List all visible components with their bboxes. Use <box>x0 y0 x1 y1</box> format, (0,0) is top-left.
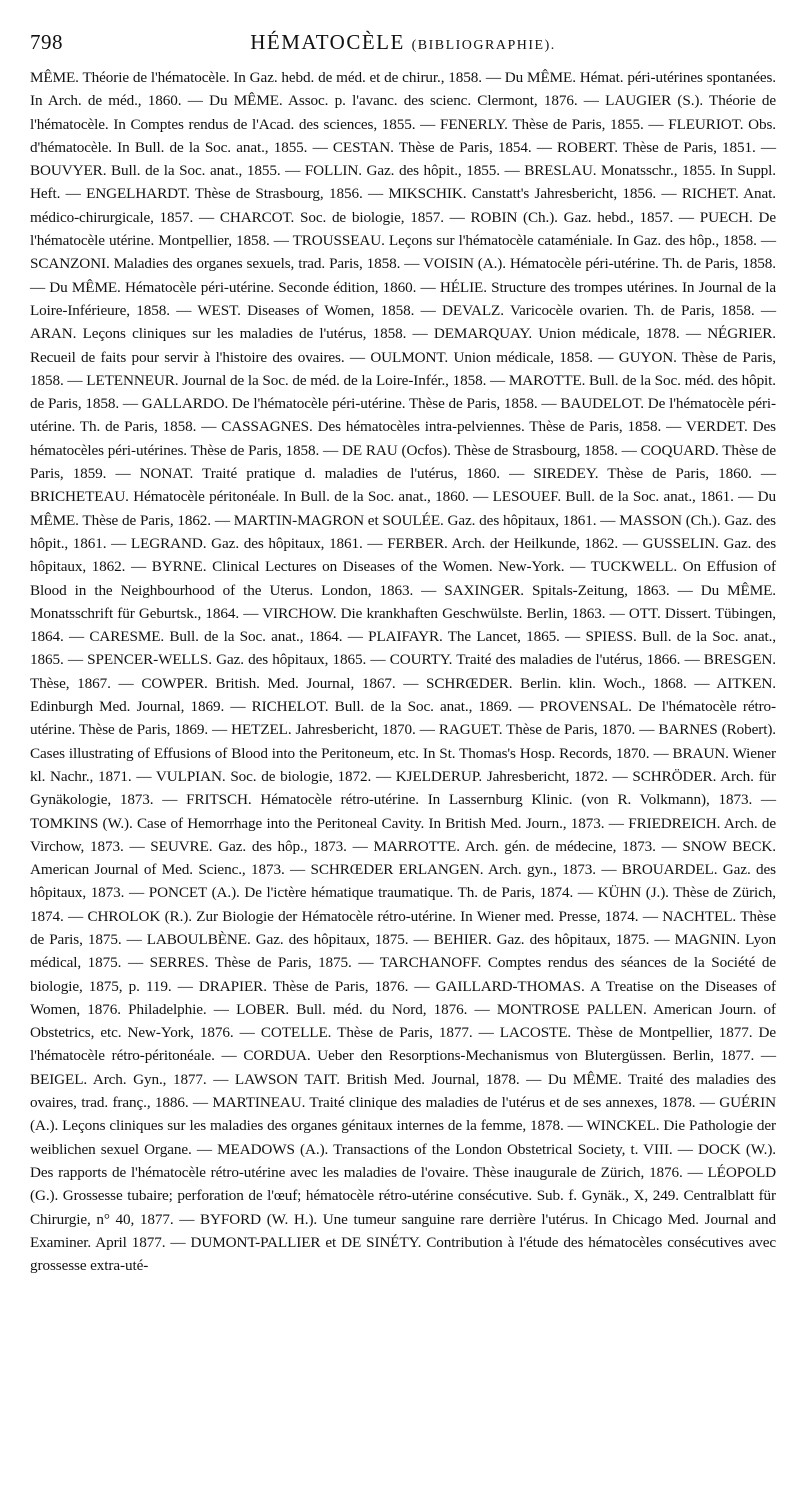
page-number: 798 <box>30 30 63 54</box>
running-title <box>30 30 776 55</box>
document-page <box>30 28 776 1277</box>
running-title-sub: (BIBLIOGRAPHIE). <box>411 38 556 53</box>
bibliography-text: MÊME. Théorie de l'hématocèle. In Gaz. hebd. de méd. et de chirur., 1858. — Du MÊME. Hémat. péri-utérines spontanées. In Arch. de méd., 1860. — Du MÊME. Assoc. p. l'avanc. des scienc. Clermont, 1876. — LAUGIER (S.). Théorie de l'hématocèle. In Comptes rendus de l'Acad. des sciences, 1855. — FENERLY. Thèse de Paris, 1855. — FLEURIOT. Obs. d'hématocèle. In Bull. de la Soc. anat., 1855. — CESTAN. Thèse de Paris, 1854. — ROBERT. Thèse de Paris, 1851. — BOUVYER. Bull. de la Soc. anat., 1855. — FOLLIN. Gaz. des hôpit., 1855. — BRESLAU. Monatsschr., 1855. In Suppl. Heft. — ENGELHARDT. Thèse de Strasbourg, 1856. — MIKSCHIK. Canstatt's Jahresbericht, 1856. — RICHET. Anat. médico-chirurgicale, 1857. — CHARCOT. Soc. de biologie, 1857. — ROBIN (Ch.). Gaz. hebd., 1857. — PUECH. De l'hématocèle utérine. Montpellier, 1858. — TROUSSEAU. Leçons sur l'hématocèle cataméniale. In Gaz. des hôp., 1858. — SCANZONI. Maladies des organes sexuels, trad. Paris, 1858. — VOISIN (A.). Hématocèle péri-utérine. Th. de Paris, 1858. — Du MÊME. Hématocèle péri-utérine. Seconde édition, 1860. — HÉLIE. Structure des trompes utérines. In Journal de la Loire-Inférieure, 1858. — WEST. Diseases of Women, 1858. — DEVALZ. Varicocèle ovarien. Th. de Paris, 1858. — ARAN. Leçons cliniques sur les maladies de l'utérus, 1858. — DEMARQUAY. Union médicale, 1878. — NÉGRIER. Recueil de faits pour servir à l'histoire des ovaires. — OULMONT. Union médicale, 1858. — GUYON. Thèse de Paris, 1858. — LETENNEUR. Journal de la Soc. de méd. de la Loire-Infér., 1858. — MAROTTE. Bull. de la Soc. méd. des hôpit. de Paris, 1858. — GALLARDO. De l'hématocèle péri-utérine. Thèse de Paris, 1858. — BAUDELOT. De l'hématocèle péri-utérine. Th. de Paris, 1858. — CASSAGNES. Des hématocèles intra-pelviennes. Thèse de Paris, 1858. — VERDET. Des hématocèles péri-utérines. Thèse de Paris, 1858. — DE RAU (Ocfos). Thèse de Strasbourg, 1858. — COQUARD. Thèse de Paris, 1859. — NONAT. Traité pratique d. maladies de l'utérus, 1860. — SIREDEY. Thèse de Paris, 1860. — BRICHETEAU. Hématocèle péritonéale. In Bull. de la Soc. anat., 1860. — LESOUEF. Bull. de la Soc. anat., 1861. — Du MÊME. Thèse de Paris, 1862. — MARTIN-MAGRON et SOULÉE. Gaz. des hôpitaux, 1861. — MASSON (Ch.). Gaz. des hôpit., 1861. — LEGRAND. Gaz. des hôpitaux, 1861. — FERBER. Arch. der Heilkunde, 1862. — GUSSELIN. Gaz. des hôpitaux, 1862. — BYRNE. Clinical Lectures on Diseases of the Women. New-York. — TUCKWELL. On Effusion of Blood in the Neighbourhood of the Uterus. London, 1863. — SAXINGER. Spitals-Zeitung, 1863. — Du MÊME. Monatsschrift für Geburtsk., 1864. — VIRCHOW. Die krankhaften Geschwülste. Berlin, 1863. — OTT. Dissert. Tübingen, 1864. — CARESME. Bull. de la Soc. anat., 1864. — PLAIFAYR. The Lancet, 1865. — SPIESS. Bull. de la Soc. anat., 1865. — SPENCER-WELLS. Gaz. des hôpitaux, 1865. — COURTY. Traité des maladies de l'utérus, 1866. — BRESGEN. Thèse, 1867. — COWPER. British. Med. Journal, 1867. — SCHRŒDER. Berlin. klin. Woch., 1868. — AITKEN. Edinburgh Med. Journal, 1869. — RICHELOT. Bull. de la Soc. anat., 1869. — PROVENSAL. De l'hématocèle rétro-utérine. Thèse de Paris, 1869. — HETZEL. Jahresbericht, 1870. — RAGUET. Thèse de Paris, 1870. — BARNES (Robert). Cases illustrating of Effusions of Blood into the Peritoneum, etc. In St. Thomas's Hosp. Records, 1870. — BRAUN. Wiener kl. Nachr., 1871. — VULPIAN. Soc. de biologie, 1872. — KJELDERUP. Jahresbericht, 1872. — SCHRÖDER. Arch. für Gynäkologie, 1873. — FRITSCH. Hématocèle rétro-utérine. In Lassernburg Klinic. (von R. Volkmann), 1873. — TOMKINS (W.). Case of Hemorrhage into the Peritoneal Cavity. In British Med. Journ., 1873. — FRIEDREICH. Arch. de Virchow, 1873. — SEUVRE. Gaz. des hôp., 1873. — MARROTTE. Arch. gén. de médecine, 1873. — SNOW BECK. American Journal of Med. Scienc., 1873. — SCHRŒDER ERLANGEN. Arch. gyn., 1873. — BROUARDEL. Gaz. des hôpitaux, 1873. — PONCET (A.). De l'ictère hématique traumatique. Th. de Paris, 1874. — KÜHN (J.). Thèse de Zürich, 1874. — CHROLOK (R.). Zur Biologie der Hématocèle rétro-utérine. In Wiener med. Presse, 1874. — NACHTEL. Thèse de Paris, 1875. — LABOULBÈNE. Gaz. des hôpitaux, 1875. — BEHIER. Gaz. des hôpitaux, 1875. — MAGNIN. Lyon médical, 1875. — SERRES. Thèse de Paris, 1875. — TARCHANOFF. Comptes rendus des séances de la Société de biologie, 1875, p. 119. — DRAPIER. Thèse de Paris, 1876. — GAILLARD-THOMAS. A Treatise on the Diseases of Women, 1876. Philadelphie. — LOBER. Bull. méd. du Nord, 1876. — MONTROSE PALLEN. American Journ. of Obstetrics, etc. New-York, 1876. — COTELLE. Thèse de Paris, 1877. — LACOSTE. Thèse de Montpellier, 1877. De l'hématocèle rétro-péritonéale. — CORDUA. Ueber den Resorptions-Mechanismus von Blutergüssen. Berlin, 1877. — BEIGEL. Arch. Gyn., 1877. — LAWSON TAIT. British Med. Journal, 1878. — Du MÊME. Traité des maladies des ovaires, trad. franç., 1886. — MARTINEAU. Traité clinique des maladies de l'utérus et de ses annexes, 1878. — GUÉRIN (A.). Leçons cliniques sur les maladies des organes génitaux internes de la femme, 1878. — WINCKEL. Die Pathologie der weiblichen sexuel Organe. — MEADOWS (A.). Transactions of the London Obstetrical Society, t. VIII. — DOCK (W.). Des rapports de l'hématocèle rétro-utérine avec les maladies de l'ovaire. Thèse inaugurale de Zürich, 1876. — LÉOPOLD (G.). Grossesse tubaire; perforation de l'œuf; hématocèle rétro-utérine consécutive. Sub. f. Gynäk., X, 249. Centralblatt für Chirurgie, n° 40, 1877. — BYFORD (W. H.). Une tumeur sanguine rare derrière l'utérus. In Chicago Med. Journal and Examiner. April 1877. — DUMONT-PALLIER et DE SINÉTY. Contribution à l'étude des hématocèles consécutives avec grossesse extra-uté- <box>30 69 776 1275</box>
running-head <box>30 28 776 62</box>
running-title-main: HÉMATOCÈLE <box>250 30 405 54</box>
